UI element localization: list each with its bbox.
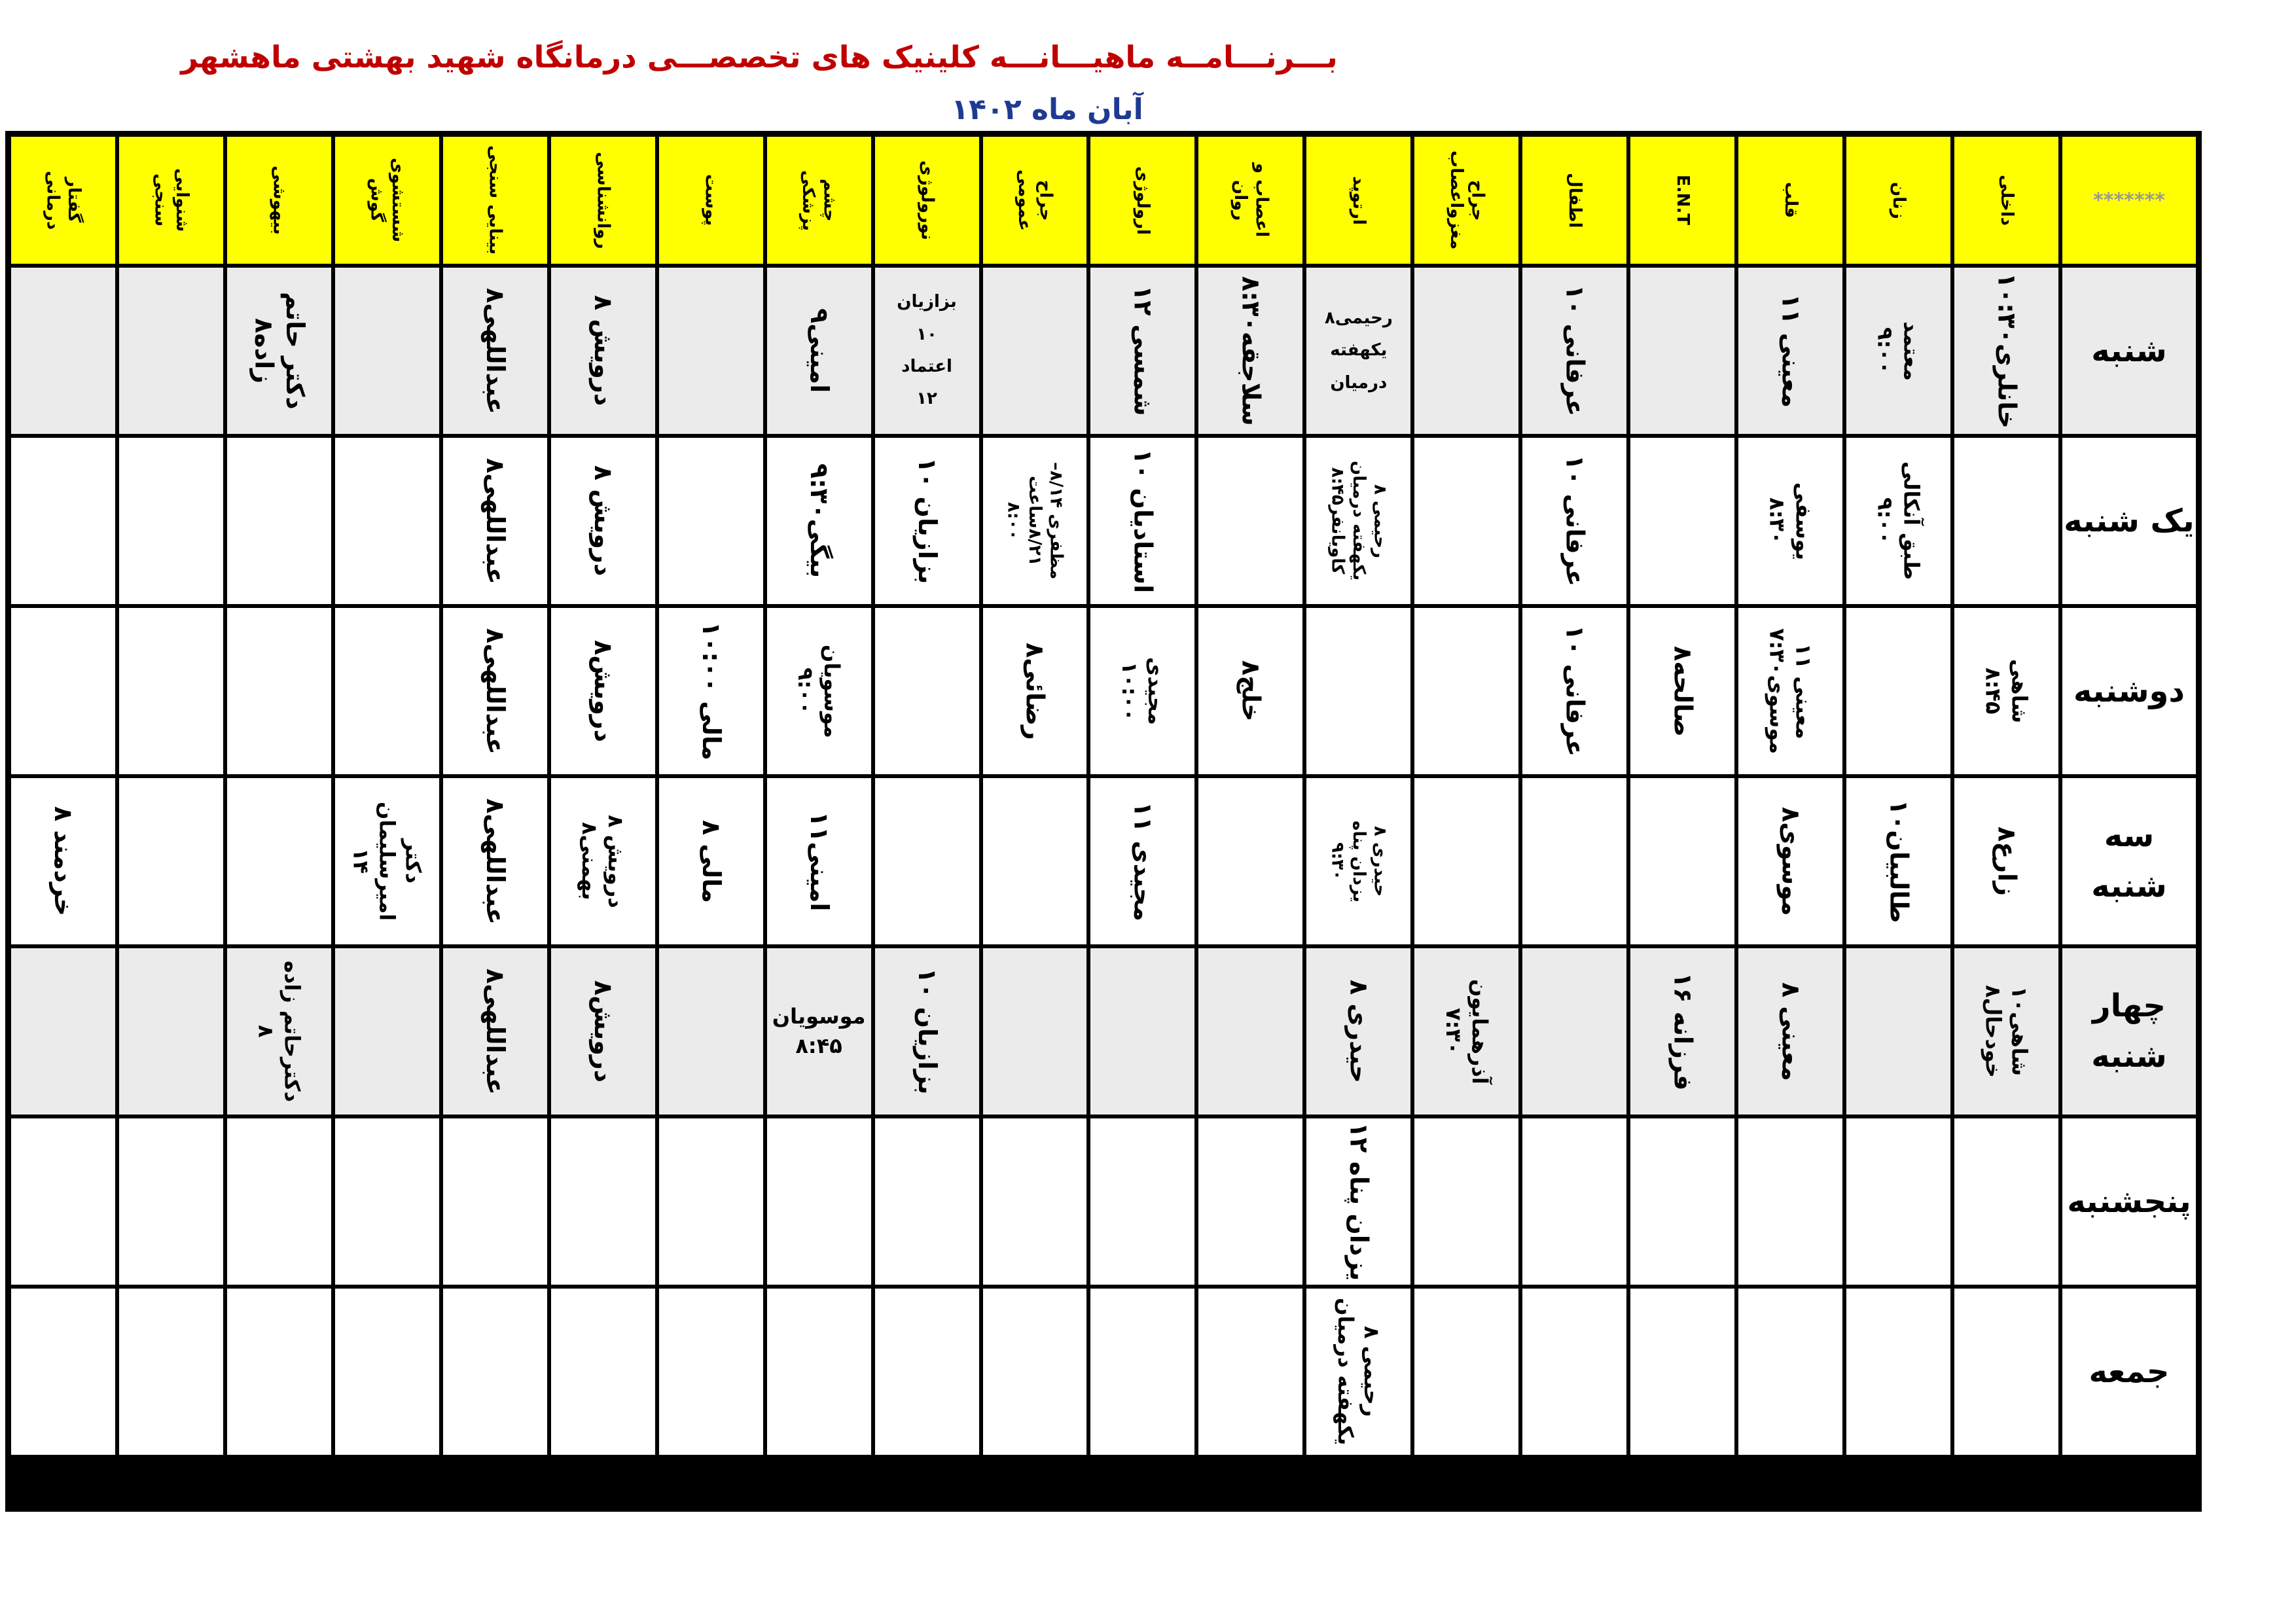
schedule-cell — [441, 946, 549, 1116]
schedule-entry: یزدان پناه ۱۲ — [1344, 1122, 1374, 1281]
specialty-header — [1088, 135, 1196, 266]
specialty-header — [873, 135, 981, 266]
schedule-cell — [1088, 776, 1196, 946]
schedule-cell — [765, 606, 873, 776]
schedule-entry: رحیمی ۸ یکهفته درمیان کاویانفر۸:۴۵ — [1327, 461, 1390, 581]
schedule-entry: رحیمی۸ یکهفته درمیان — [1324, 308, 1393, 393]
schedule-cell — [1196, 776, 1304, 946]
schedule-entry: معینی ۱۱ موسوی۷:۳۰ — [1765, 628, 1816, 755]
schedule-entry: مظفری ۸/۱۴– ۸/۲۱ساعت ۸:۰۰ — [1003, 462, 1066, 580]
schedule-cell — [1844, 1287, 1952, 1457]
schedule-cell — [117, 606, 225, 776]
schedule-cell — [225, 946, 333, 1116]
schedule-cell — [765, 266, 873, 436]
schedule-entry: بیگی۹:۳۰ — [804, 463, 834, 579]
schedule-entry: بزازیان ۱۰ اعتماد ۱۲ — [897, 292, 957, 409]
schedule-cell — [1844, 776, 1952, 946]
schedule-cell — [1088, 1287, 1196, 1457]
schedule-cell — [1412, 1116, 1520, 1287]
schedule-cell — [657, 266, 765, 436]
schedule-entry: عرفانی ۱۰ — [1560, 285, 1590, 417]
specialty-header — [225, 135, 333, 266]
schedule-cell — [1088, 606, 1196, 776]
schedule-cell — [1304, 946, 1412, 1116]
day-label-cell — [2060, 266, 2198, 436]
schedule-cell — [549, 776, 657, 946]
schedule-cell — [333, 1287, 441, 1457]
schedule-entry: مجیدی ۱۱ — [1128, 801, 1158, 921]
specialty-header — [657, 135, 765, 266]
schedule-entry: دکتر امیرسلیمان ۱۴ — [348, 801, 426, 921]
schedule-entry: مالی ۱۰:۰۰ — [696, 622, 726, 760]
schedule-cell — [549, 436, 657, 606]
schedule-cell — [1088, 1116, 1196, 1287]
specialty-label: روانشناسی — [593, 151, 613, 249]
schedule-cell — [981, 436, 1089, 606]
specialty-header — [1844, 135, 1952, 266]
schedule-cell — [9, 946, 117, 1116]
schedule-cell — [1628, 266, 1736, 436]
schedule-cell — [981, 776, 1089, 946]
specialty-label: بینایی سنجی — [485, 145, 505, 255]
day-label: دوشنبه — [2073, 672, 2185, 709]
specialty-header — [549, 135, 657, 266]
schedule-cell — [1628, 436, 1736, 606]
schedule-cell — [549, 1116, 657, 1287]
schedule-entry: طبق آنکالی ۹:۰۰ — [1873, 461, 1924, 580]
specialty-header — [1304, 135, 1412, 266]
schedule-cell — [1952, 266, 2060, 436]
day-label: پنجشنبه — [2067, 1183, 2191, 1220]
schedule-cell — [765, 1287, 873, 1457]
schedule-entry: درویش ۸ — [588, 465, 618, 577]
schedule-cell — [981, 946, 1089, 1116]
schedule-cell — [765, 946, 873, 1116]
schedule-cell — [1412, 606, 1520, 776]
schedule-cell — [1520, 436, 1628, 606]
specialty-label: جراح مغزواعصاب — [1446, 151, 1488, 250]
specialty-label: اعصاب و روان — [1230, 163, 1272, 238]
schedule-cell — [1196, 606, 1304, 776]
schedule-entry: خلج۸ — [1236, 660, 1266, 722]
schedule-table — [5, 131, 2202, 1512]
schedule-cell — [225, 606, 333, 776]
schedule-cell — [765, 1116, 873, 1287]
schedule-cell — [873, 776, 981, 946]
schedule-cell — [1520, 606, 1628, 776]
schedule-cell — [441, 1116, 549, 1287]
schedule-cell — [873, 1116, 981, 1287]
specialty-header — [1952, 135, 2060, 266]
schedule-cell — [1736, 606, 1844, 776]
schedule-entry: عبداللهی۸ — [481, 968, 510, 1095]
schedule-entry: امینی۹ — [804, 308, 834, 393]
schedule-cell — [225, 776, 333, 946]
page-title: بـــرنـــامــه ماهیـــانـــه کلینیک های تخصصـــی درمانگاه شهید بهشتی ماهشهر — [181, 39, 1338, 75]
schedule-cell — [549, 606, 657, 776]
schedule-cell — [1952, 776, 2060, 946]
schedule-cell — [9, 266, 117, 436]
schedule-entry: بزازیان ۱۰ — [912, 968, 942, 1095]
schedule-cell — [1412, 776, 1520, 946]
schedule-cell — [1304, 266, 1412, 436]
specialty-label: اطفال — [1564, 172, 1585, 228]
schedule-entry: عبداللهی۸ — [481, 628, 510, 755]
schedule-cell — [657, 606, 765, 776]
schedule-cell — [1628, 776, 1736, 946]
schedule-entry: دکترحاتم زاده ۸ — [253, 960, 305, 1103]
schedule-cell — [333, 946, 441, 1116]
specialty-header — [1412, 135, 1520, 266]
schedule-cell — [1412, 946, 1520, 1116]
schedule-cell — [225, 1116, 333, 1287]
schedule-cell — [981, 266, 1089, 436]
schedule-cell — [765, 436, 873, 606]
schedule-cell — [441, 606, 549, 776]
day-label: چهار شنبه — [2091, 988, 2167, 1075]
schedule-cell — [1736, 946, 1844, 1116]
specialty-label: زنان — [1888, 181, 1909, 219]
schedule-cell — [1520, 946, 1628, 1116]
day-label-cell — [2060, 1287, 2198, 1457]
schedule-cell — [1520, 266, 1628, 436]
schedule-cell — [1952, 436, 2060, 606]
schedule-cell — [1088, 266, 1196, 436]
specialty-label: بیهوشی — [269, 166, 289, 235]
schedule-cell — [1304, 1116, 1412, 1287]
schedule-cell — [117, 776, 225, 946]
specialty-label: گفتار درمانی — [43, 170, 84, 230]
schedule-cell — [1196, 266, 1304, 436]
schedule-entry: صالحه۸ — [1668, 645, 1698, 737]
schedule-cell — [225, 436, 333, 606]
schedule-cell — [9, 776, 117, 946]
schedule-cell — [9, 436, 117, 606]
schedule-cell — [1304, 776, 1412, 946]
schedule-cell — [1736, 1116, 1844, 1287]
schedule-entry: عبداللهی۸ — [481, 798, 510, 925]
schedule-cell — [1952, 1116, 2060, 1287]
schedule-entry: درویش ۸ — [588, 295, 618, 406]
schedule-entry: عرفانی ۱۰ — [1560, 625, 1590, 757]
schedule-entry: شاهی ۸:۴۵ — [1981, 658, 2032, 724]
schedule-cell — [333, 1116, 441, 1287]
schedule-cell — [117, 266, 225, 436]
schedule-entry: مجیدی ۱۰:۰۰ — [1117, 657, 1168, 725]
schedule-cell — [1196, 1116, 1304, 1287]
schedule-cell — [1844, 266, 1952, 436]
day-label-cell — [2060, 946, 2198, 1116]
schedule-cell — [333, 776, 441, 946]
schedule-cell — [549, 946, 657, 1116]
schedule-cell — [1952, 946, 2060, 1116]
specialty-header — [1196, 135, 1304, 266]
schedule-cell — [1412, 266, 1520, 436]
schedule-cell — [1304, 606, 1412, 776]
specialty-header — [1628, 135, 1736, 266]
schedule-entry: دکتر حاتم زاده۸ — [249, 292, 310, 410]
schedule-cell — [1520, 776, 1628, 946]
schedule-cell — [873, 266, 981, 436]
day-label: جمعه — [2089, 1353, 2170, 1390]
schedule-entry: درویش۸ — [588, 639, 618, 743]
schedule-cell — [1628, 606, 1736, 776]
schedule-cell — [9, 1116, 117, 1287]
schedule-entry: معینی ۸ — [1776, 982, 1806, 1081]
corner-label: ******* — [2093, 188, 2165, 212]
schedule-cell — [1736, 776, 1844, 946]
schedule-cell — [549, 1287, 657, 1457]
schedule-cell — [441, 436, 549, 606]
schedule-cell — [657, 436, 765, 606]
schedule-cell — [1304, 436, 1412, 606]
schedule-entry: سلاجقه۸:۳۰ — [1236, 276, 1266, 426]
specialty-header — [9, 135, 117, 266]
schedule-cell — [333, 606, 441, 776]
schedule-entry: معتمد ۹:۰۰ — [1873, 321, 1924, 381]
specialty-label: قلب — [1780, 182, 1801, 219]
schedule-entry: رحیمی ۸ یکهفته درمیان — [1333, 1298, 1384, 1446]
schedule-entry: شمسی ۱۲ — [1128, 285, 1158, 416]
schedule-entry: حیدری ۸ یزدان پناه ۹:۳۰ — [1327, 820, 1390, 902]
schedule-cell — [981, 606, 1089, 776]
specialty-label: شنوایی سنجی — [151, 168, 192, 232]
schedule-entry: درویش ۸ بهمنی۸ — [577, 814, 629, 908]
specialty-label: E.N.T — [1672, 175, 1693, 226]
schedule-entry: طالبیان۱۰ — [1884, 799, 1914, 923]
schedule-entry: موسوی۸ — [1776, 806, 1806, 916]
schedule-entry: خانلری۱۰:۳۰ — [1992, 273, 2022, 429]
schedule-entry: درویش۸ — [588, 980, 618, 1083]
schedule-entry: رضائی۸ — [1020, 642, 1050, 740]
schedule-cell — [117, 1116, 225, 1287]
schedule-cell — [657, 1116, 765, 1287]
schedule-entry: معینی ۱۱ — [1776, 293, 1806, 408]
day-label: یک شنبه — [2064, 502, 2195, 539]
page-subtitle: آبان ماه ۱۴۰۲ — [951, 93, 1143, 126]
schedule-cell — [1196, 1287, 1304, 1457]
schedule-cell — [873, 1287, 981, 1457]
schedule-cell — [657, 946, 765, 1116]
schedule-cell — [1844, 436, 1952, 606]
schedule-entry: بزازیان ۱۰ — [912, 457, 942, 584]
schedule-cell — [117, 946, 225, 1116]
schedule-cell — [441, 1287, 549, 1457]
specialty-label: ارتوپد — [1349, 175, 1369, 225]
corner-header — [2060, 135, 2198, 266]
specialty-label: شستشوی گوش — [367, 158, 408, 243]
schedule-entry: عبداللهی۸ — [481, 287, 510, 414]
schedule-cell — [873, 606, 981, 776]
schedule-entry: عبداللهی۸ — [481, 457, 510, 584]
specialty-header — [1736, 135, 1844, 266]
specialty-header — [117, 135, 225, 266]
day-label-cell — [2060, 1116, 2198, 1287]
schedule-cell — [1088, 946, 1196, 1116]
schedule-cell — [765, 776, 873, 946]
schedule-cell — [873, 946, 981, 1116]
schedule-cell — [1520, 1116, 1628, 1287]
day-label: شنبه — [2091, 332, 2167, 369]
specialty-label: پوست — [701, 174, 721, 226]
schedule-cell — [873, 436, 981, 606]
schedule-cell — [1736, 266, 1844, 436]
schedule-entry: زارع۸ — [1992, 827, 2022, 896]
schedule-cell — [1628, 946, 1736, 1116]
specialty-label: ارولوژی — [1133, 166, 1153, 235]
specialty-header — [981, 135, 1089, 266]
specialty-header — [333, 135, 441, 266]
specialty-header — [1520, 135, 1628, 266]
schedule-entry: حیدری ۸ — [1344, 980, 1374, 1083]
schedule-cell — [9, 1287, 117, 1457]
schedule-cell — [9, 606, 117, 776]
schedule-cell — [1196, 436, 1304, 606]
day-label: سه شنبه — [2091, 817, 2167, 904]
schedule-cell — [981, 1287, 1089, 1457]
schedule-cell — [1412, 436, 1520, 606]
schedule-cell — [1844, 606, 1952, 776]
schedule-entry: شاهی۱۰ خودحال۸ — [1981, 985, 2032, 1078]
specialty-label: داخلی — [1996, 175, 2017, 226]
schedule-cell — [1196, 946, 1304, 1116]
schedule-entry: موسویان ۸:۴۵ — [772, 1004, 866, 1058]
schedule-cell — [657, 1287, 765, 1457]
schedule-cell — [117, 436, 225, 606]
schedule-cell — [1088, 436, 1196, 606]
schedule-cell — [225, 1287, 333, 1457]
schedule-cell — [1304, 1287, 1412, 1457]
schedule-cell — [1736, 436, 1844, 606]
schedule-cell — [1844, 946, 1952, 1116]
schedule-cell — [657, 776, 765, 946]
schedule-entry: موسویان ۹:۰۰ — [793, 644, 845, 738]
schedule-cell — [1628, 1116, 1736, 1287]
schedule-cell — [1952, 1287, 2060, 1457]
schedule-entry: آذرهمایون ۷:۳۰ — [1441, 978, 1492, 1084]
schedule-entry: مالی ۸ — [696, 819, 726, 903]
schedule-cell — [333, 266, 441, 436]
schedule-cell — [1520, 1287, 1628, 1457]
specialty-label: چشم پزشکی — [798, 169, 840, 231]
schedule-entry: امینی۱۱ — [804, 811, 834, 912]
schedule-cell — [981, 1116, 1089, 1287]
schedule-entry: یوسفی ۸:۳۰ — [1765, 482, 1816, 560]
schedule-cell — [1844, 1116, 1952, 1287]
schedule-entry: عرفانی ۱۰ — [1560, 455, 1590, 587]
schedule-cell — [1412, 1287, 1520, 1457]
day-label-cell — [2060, 776, 2198, 946]
schedule-cell — [1736, 1287, 1844, 1457]
specialty-header — [441, 135, 549, 266]
schedule-cell — [441, 776, 549, 946]
schedule-cell — [333, 436, 441, 606]
schedule-cell — [225, 266, 333, 436]
schedule-entry: فرزانه ۱۶ — [1668, 972, 1698, 1091]
schedule-cell — [1628, 1287, 1736, 1457]
specialty-label: نورولوژی — [917, 160, 937, 241]
schedule-cell — [117, 1287, 225, 1457]
schedule-cell — [1952, 606, 2060, 776]
day-label-cell — [2060, 606, 2198, 776]
specialty-header — [765, 135, 873, 266]
schedule-entry: خردمند ۸ — [49, 806, 79, 916]
schedule-cell — [549, 266, 657, 436]
specialty-label: جراح عمومی — [1014, 169, 1056, 231]
schedule-cell — [441, 266, 549, 436]
schedule-entry: استادیان ۱۰ — [1128, 448, 1158, 594]
day-label-cell — [2060, 436, 2198, 606]
